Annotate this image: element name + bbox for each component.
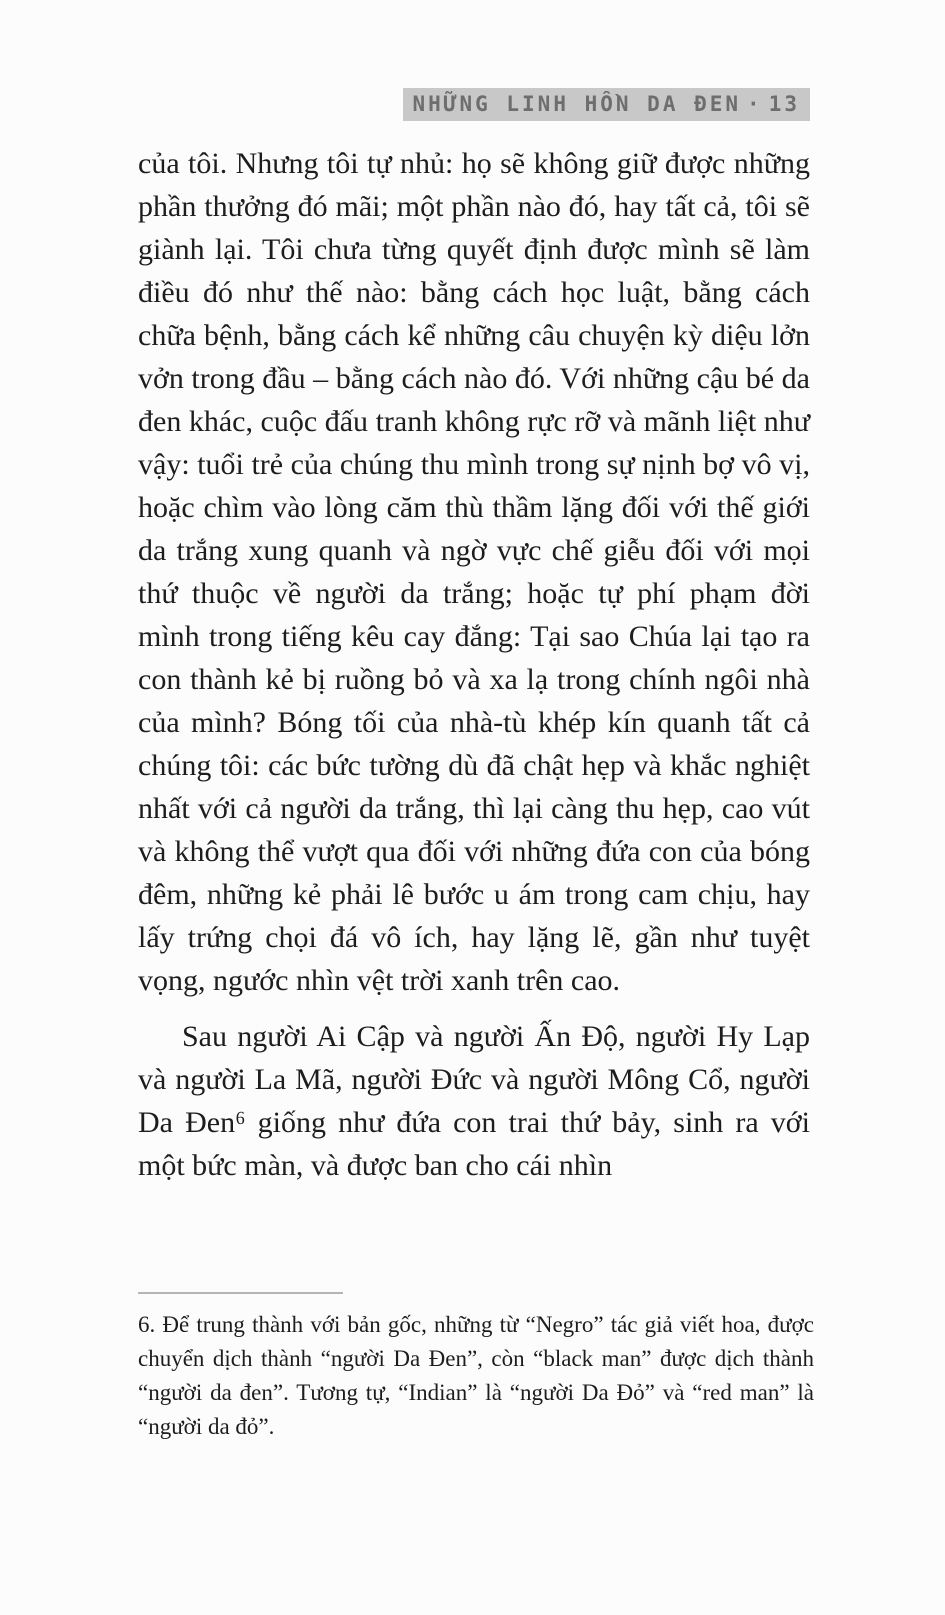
running-head-title: NHỮNG LINH HỒN DA ĐEN <box>412 92 742 116</box>
footnote-section <box>138 1292 814 1444</box>
page-number: 13 <box>768 92 800 116</box>
page-header <box>138 88 810 121</box>
paragraph-1: của tôi. Nhưng tôi tự nhủ: họ sẽ không giữ được những phần thưởng đó mãi; một phần nào đó, hay tất cả, tôi sẽ giành lại. Tôi chưa từng quyết định được mình sẽ làm điều đó như thế nào: bằng cách học luật, bằng cách chữa bệnh, bằng cách kể những câu chuyện kỳ diệu lởn vởn trong đầu – bằng cách nào đó. Với những cậu bé da đen khác, cuộc đấu tranh không rực rỡ và mãnh liệt như vậy: tuổi trẻ của chúng thu mình trong sự nịnh bợ vô vị, hoặc chìm vào lòng căm thù thầm lặng đối với thế giới da trắng xung quanh và ngờ vực chế giễu đối với mọi thứ thuộc về người da trắng; hoặc tự phí phạm đời mình trong tiếng kêu cay đắng: Tại sao Chúa lại tạo ra con thành kẻ bị ruồng bỏ và xa lạ trong chính ngôi nhà của mình? Bóng tối của nhà-tù khép kín quanh tất cả chúng tôi: các bức tường dù đã chật hẹp và khắc nghiệt nhất với cả người da trắng, thì lại càng thu hẹp, cao vút và không thể vượt qua đối với những đứa con của bóng đêm, những kẻ phải lê bước u ám trong cam chịu, hay lấy trứng chọi đá vô ích, hay lặng lẽ, gần như tuyệt vọng, ngước nhìn vệt trời xanh trên cao. <box>138 147 810 997</box>
running-head <box>403 88 810 121</box>
paragraph-2: Sau người Ai Cập và người Ấn Độ, người Hy Lạp và người La Mã, người Đức và người Mông Cổ, người Da Đen⁶ giống như đứa con trai thứ bảy, sinh ra với một bức màn, và được ban cho cái nhìn <box>138 1020 810 1182</box>
footnote-text: 6. Để trung thành với bản gốc, những từ “Negro” tác giả viết hoa, được chuyển dịch thành “người Da Đen”, còn “black man” được dịch thành “người da đen”. Tương tự, “Indian” là “người Da Đỏ” và “red man” là “người da đỏ”. <box>138 1312 814 1439</box>
page-body <box>138 142 810 1187</box>
running-head-separator: · <box>747 92 763 116</box>
footnote-separator-line <box>138 1292 343 1294</box>
